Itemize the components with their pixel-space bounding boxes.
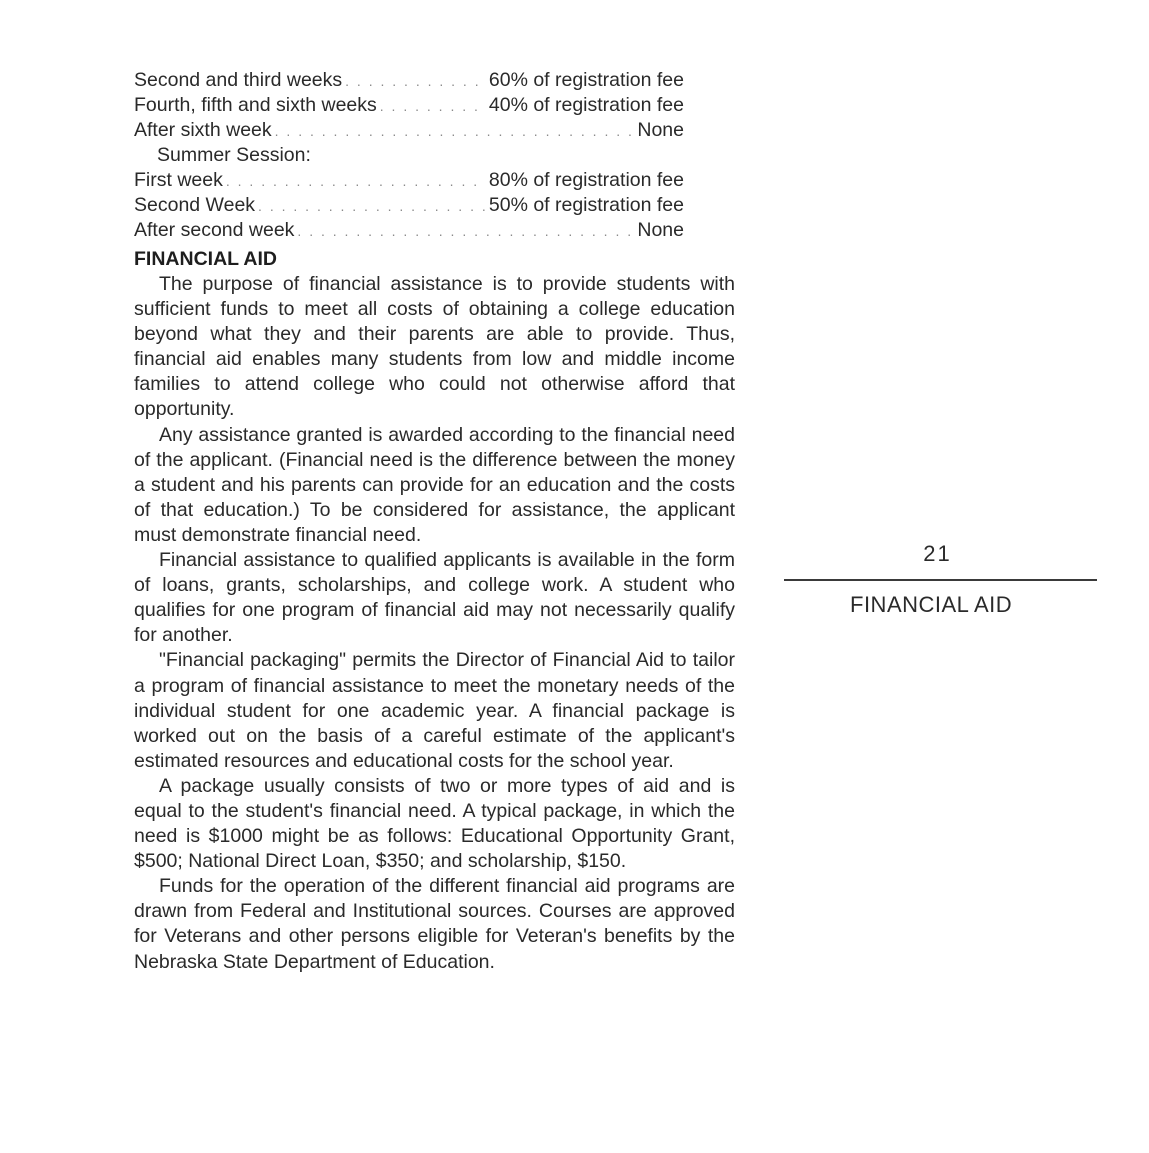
body-paragraph: Financial assistance to qualified applicants is available in the form of loans, grants, scholarships, and college work. A student who qualifies for one program of financial aid may not necessarily qualify for another. <box>134 549 735 647</box>
fee-refund-value: 60% of registration fee <box>488 69 684 91</box>
fee-period-label: Second Week <box>134 194 256 216</box>
margin-divider-rule <box>784 579 1097 581</box>
fee-period-label: After sixth week <box>134 119 272 141</box>
body-paragraph: Any assistance granted is awarded according to the financial need of the applicant. (Financial need is the difference between the money a student and his parents can provide for an education and the costs of that education.) To be considered for assistance, the applicant must demonstrate financial need. <box>134 423 735 546</box>
body-paragraph: The purpose of financial assistance is to provide students with sufficient funds to meet all costs of obtaining a college education beyond what they and their parents are able to provide. Thus, financial aid enables many students from low and middle income families to attend college who could not otherwise afford that opportunity. <box>134 273 735 421</box>
summer-session-heading: Summer Session: <box>157 144 311 166</box>
fee-refund-value: 80% of registration fee <box>488 169 684 191</box>
body-paragraph: "Financial packaging" permits the Director of Financial Aid to tailor a program of financial assistance to meet the monetary needs of the individual student for one academic year. A financial package is worked out on the basis of a careful estimate of the applicant's estimated resources and educational costs for the school year. <box>134 649 735 772</box>
page-number: 21 <box>923 541 952 566</box>
fee-schedule-summer <box>134 168 735 243</box>
fee-row <box>134 218 684 243</box>
dot-leader <box>297 219 634 244</box>
fee-refund-value: 50% of registration fee <box>488 194 684 216</box>
dot-leader <box>380 94 486 119</box>
main-text-column <box>134 68 735 975</box>
fee-row <box>134 168 684 193</box>
fee-schedule-regular <box>134 68 735 143</box>
fee-row <box>134 93 684 118</box>
dot-leader <box>275 119 635 144</box>
running-head: FINANCIAL AID <box>850 592 1013 617</box>
fee-row <box>134 118 684 143</box>
fee-row <box>134 193 684 218</box>
fee-row <box>134 68 684 93</box>
fee-period-label: After second week <box>134 219 295 241</box>
fee-refund-value: None <box>637 119 684 141</box>
dot-leader <box>345 69 486 94</box>
dot-leader <box>226 169 486 194</box>
fee-period-label: Fourth, fifth and sixth weeks <box>134 94 377 116</box>
fee-period-label: Second and third weeks <box>134 69 343 91</box>
body-paragraph: A package usually consists of two or more types of aid and is equal to the student's financial need. A typical package, in which the need is $1000 might be as follows: Educational Opportunity Grant, $500; National Direct Loan, $350; and scholarship, $150. <box>134 774 735 873</box>
section-heading: FINANCIAL AID <box>134 248 277 270</box>
body-paragraph: Funds for the operation of the different financial aid programs are drawn from Federal and Institutional sources. Courses are approved for Veterans and other persons eligible for Veteran's benefits by the Nebraska State Department of Education. <box>134 875 735 973</box>
dot-leader <box>258 194 486 219</box>
fee-refund-value: None <box>637 219 684 241</box>
fee-refund-value: 40% of registration fee <box>488 94 684 116</box>
fee-period-label: First week <box>134 169 223 191</box>
